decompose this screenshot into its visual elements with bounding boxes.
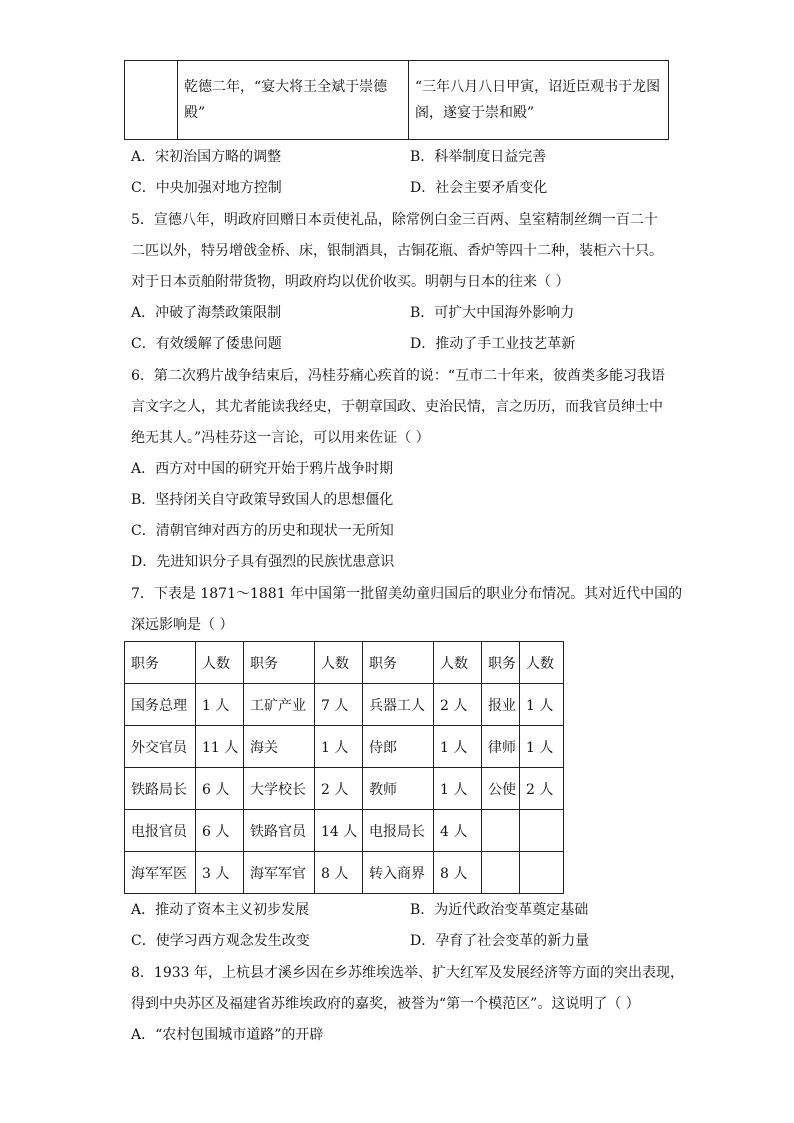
q6-stem-line: 6．第二次鸦片战争结束后，冯桂芬痛心疾首的说：“互市二十年来，彼酋类多能习我语 <box>131 368 666 384</box>
table-cell: 海关 <box>244 726 315 768</box>
table-cell: 1 人 <box>315 726 363 768</box>
q6-option-a: A．西方对中国的研究开始于鸦片战争时期 <box>131 461 394 477</box>
table-row <box>125 726 564 768</box>
table-cell <box>409 61 669 140</box>
table-cell: 6 人 <box>196 768 244 810</box>
table-cell: 转入商界 <box>363 852 434 894</box>
q8-stem-line: 8．1933 年，上杭县才溪乡因在乡苏维埃选举、扩大红军及发展经济等方面的突出表现， <box>131 965 684 981</box>
table-header-cell: 人数 <box>520 642 564 684</box>
table-cell: 国务总理 <box>125 684 196 726</box>
table-cell-line: “三年八月八日甲寅，诏近臣观书于龙图 <box>415 79 661 95</box>
table-cell: 公使 <box>482 768 520 810</box>
q6-option-b: B．坚持闭关自守政策导致国人的思想僵化 <box>131 492 394 508</box>
table-header-cell: 职务 <box>244 642 315 684</box>
q7-stem-line: 7．下表是 1871～1881 年中国第一批留美幼童归国后的职业分布情况。其对近代中国的 <box>131 586 683 602</box>
table-cell: 海军军官 <box>244 852 315 894</box>
table-cell: 电报官员 <box>125 810 196 852</box>
q4-option-a: A．宋初治国方略的调整 <box>131 149 282 165</box>
q4-option-d: D．社会主要矛盾变化 <box>410 180 548 196</box>
table-cell: 律师 <box>482 726 520 768</box>
table-row <box>125 61 669 140</box>
table-header-cell: 职务 <box>125 642 196 684</box>
q7-option-c: C．使学习西方观念发生改变 <box>131 933 310 949</box>
table-cell-empty <box>125 61 178 140</box>
table-header-row <box>125 642 564 684</box>
q7-option-b: B．为近代政治变革奠定基础 <box>410 902 589 918</box>
table-header-cell: 职务 <box>363 642 434 684</box>
table-cell: 乾德二年，“宴大将王全斌于崇德殿” <box>178 61 409 140</box>
table-cell: 报业 <box>482 684 520 726</box>
table-row <box>125 768 564 810</box>
table-cell: 侍郎 <box>363 726 434 768</box>
table-cell: 兵器工人 <box>363 684 434 726</box>
q8-stem-line: 得到中央苏区及福建省苏维埃政府的嘉奖，被誉为“第一个模范区”。这说明了（ ） <box>131 996 640 1012</box>
q7-option-a: A．推动了资本主义初步发展 <box>131 902 310 918</box>
table-cell-line: 阁，遂宴于崇和殿” <box>415 105 535 121</box>
q6-option-c: C．清朝官绅对西方的历史和现状一无所知 <box>131 523 394 539</box>
table-cell: 8 人 <box>434 852 482 894</box>
q6-option-d: D．先进知识分子具有强烈的民族忧患意识 <box>131 554 395 570</box>
table-header-cell: 职务 <box>482 642 520 684</box>
table-cell: 7 人 <box>315 684 363 726</box>
table-cell <box>520 852 564 894</box>
table-cell: 1 人 <box>434 768 482 810</box>
table-cell <box>520 810 564 852</box>
table-row <box>125 852 564 894</box>
table-cell: 电报局长 <box>363 810 434 852</box>
table-cell: 铁路局长 <box>125 768 196 810</box>
table-cell: 铁路官员 <box>244 810 315 852</box>
q5-stem-line: 5．宣德八年，明政府回赠日本贡使礼品，除常例白金三百两、皇室精制丝绸一百二十 <box>131 212 658 228</box>
q5-option-d: D．推动了手工业技艺革新 <box>410 336 576 352</box>
table-cell: 2 人 <box>315 768 363 810</box>
table-cell: 2 人 <box>520 768 564 810</box>
q7-option-d: D．孕育了社会变革的新力量 <box>410 933 590 949</box>
table-cell: 大学校长 <box>244 768 315 810</box>
table-header-cell: 人数 <box>315 642 363 684</box>
q5-option-a: A．冲破了海禁政策限制 <box>131 305 282 321</box>
career-table <box>124 641 564 894</box>
q5-stem-line: 二匹以外，特另增戗金桥、床，银制酒具，古铜花瓶、香炉等四十二种，装柜六十只。 <box>131 243 663 259</box>
q8-option-a: A．“农村包围城市道路”的开辟 <box>131 1027 324 1043</box>
table-cell: 8 人 <box>315 852 363 894</box>
table-cell <box>482 810 520 852</box>
q7-stem-line: 深远影响是（ ） <box>131 617 234 633</box>
q6-stem-line: 绝无其人。”冯桂芬这一言论，可以用来佐证（ ） <box>131 430 430 446</box>
q4-option-c: C．中央加强对地方控制 <box>131 180 282 196</box>
table-header-cell: 人数 <box>434 642 482 684</box>
table-cell <box>482 852 520 894</box>
table-row <box>125 810 564 852</box>
table-cell: 外交官员 <box>125 726 196 768</box>
table-cell: 1 人 <box>434 726 482 768</box>
table-cell: 4 人 <box>434 810 482 852</box>
q5-stem-line: 对于日本贡舶附带货物，明政府均以优价收买。明朝与日本的往来（ ） <box>131 274 570 290</box>
q5-option-c: C．有效缓解了倭患问题 <box>131 336 282 352</box>
q6-stem-line: 言文字之人，其尤者能读我经史，于朝章国政、吏治民情，言之历历，而我官员绅士中 <box>131 399 663 415</box>
table-cell: 3 人 <box>196 852 244 894</box>
table-header-cell: 人数 <box>196 642 244 684</box>
table-cell: 1 人 <box>520 726 564 768</box>
table-cell: 11 人 <box>196 726 244 768</box>
q4-option-b: B．科举制度日益完善 <box>410 149 547 165</box>
table-cell: 2 人 <box>434 684 482 726</box>
table-row <box>125 684 564 726</box>
table-cell: 海军军医 <box>125 852 196 894</box>
table-cell: 14 人 <box>315 810 363 852</box>
table-cell: 6 人 <box>196 810 244 852</box>
event-table <box>124 60 669 140</box>
table-cell: 工矿产业 <box>244 684 315 726</box>
table-cell: 教师 <box>363 768 434 810</box>
table-cell: 1 人 <box>196 684 244 726</box>
table-cell: 1 人 <box>520 684 564 726</box>
q5-option-b: B．可扩大中国海外影响力 <box>410 305 575 321</box>
